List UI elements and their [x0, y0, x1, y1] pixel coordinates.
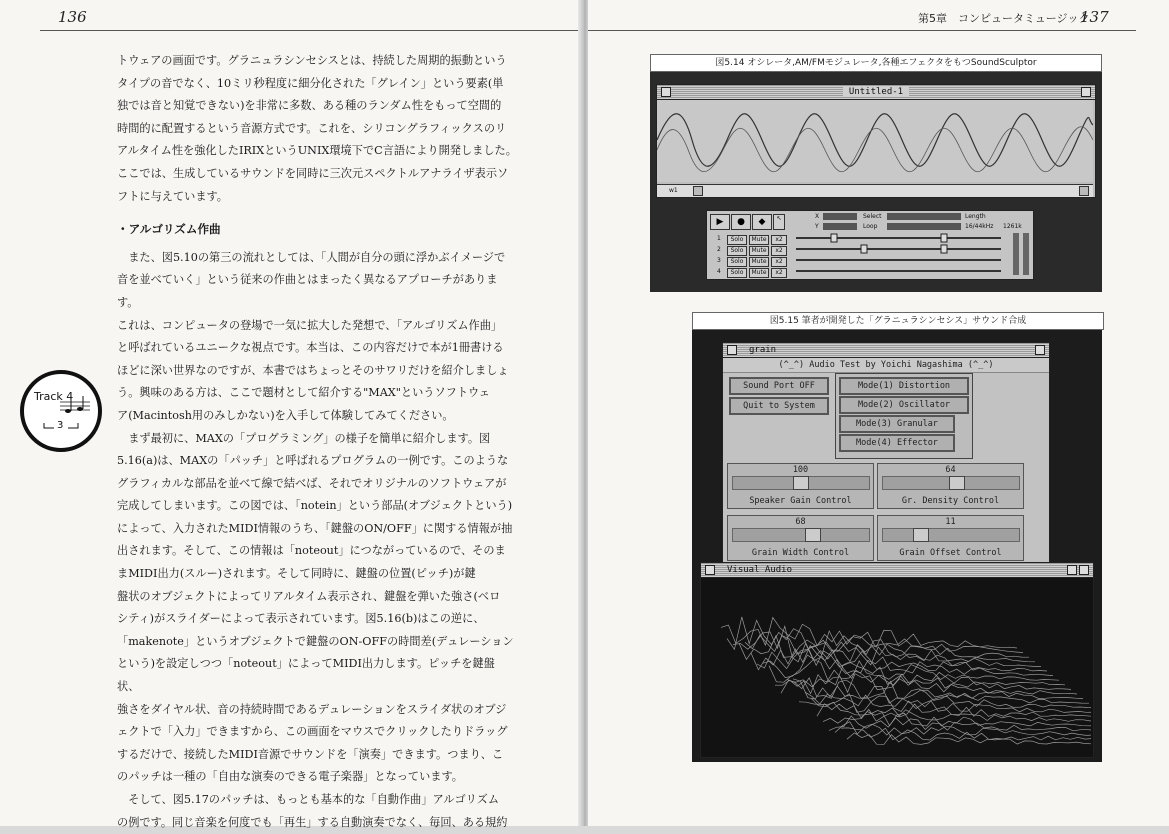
record-icon[interactable]: ●	[731, 214, 751, 230]
loop-range-field[interactable]	[887, 223, 961, 230]
text-line: アルタイム性を強化したIRIXというUNIX環境下でC言語により開発しました。	[117, 144, 517, 158]
x2-button[interactable]: x2	[771, 268, 787, 278]
banner-text: (^_^) Audio Test by Yoichi Nagashima (^_^)	[723, 358, 1049, 373]
close-box-icon[interactable]	[705, 565, 715, 575]
grain-offset-slider[interactable]	[877, 515, 1024, 561]
right-page	[588, 0, 1169, 826]
header-rule-right	[588, 30, 1136, 31]
slider-value: 100	[792, 465, 809, 475]
section-paragraph-2	[117, 428, 517, 790]
text-line: ほどに深い世界なのですが、本書ではちょっとそのサワリだけを紹介しましょ	[117, 363, 509, 377]
text-line: う。興味のある方は、ここで題材として紹介する"MAX"というソフトウェ	[117, 386, 490, 400]
text-line: シティ)がスライダーによって表示されています。図5.16(b)はこの逆に、	[117, 612, 485, 626]
slider-knob[interactable]	[793, 476, 809, 490]
figure-caption-5-14: 図5.14 オシレータ,AM/FMモジュレータ,各種エフェクタをもつSoundSculptor	[650, 54, 1102, 72]
text-line: 出されます。そして、この情報は「noteout」につながっているので、そのま	[117, 544, 506, 558]
slider-value: 11	[945, 517, 956, 527]
window-titlebar[interactable]	[723, 343, 1049, 358]
text-line: トウェアの画面です。グラニュラシンセシスとは、持続した周期的振動という	[117, 54, 507, 67]
text-line: 時間的に配置するという音源方式です。これを、シリコングラフィックスのリ	[117, 121, 507, 135]
mute-button[interactable]: Mute	[749, 257, 769, 267]
text-line: また、図5.10の第三の流れとしては、「人間が自分の頭に浮かぶイメージで	[128, 250, 506, 264]
text-line: と呼ばれているユニークな視点です。本当は、この内容だけで本が1冊書ける	[117, 341, 504, 355]
text-line: するだけで、接続したMIDI音源でサウンドを「演奏」できます。つまり、こ	[117, 747, 504, 761]
slider-value: 68	[795, 517, 806, 527]
track-number-label: 2	[717, 246, 721, 253]
running-head: 第5章 コンピュータミュージック	[918, 12, 1090, 25]
left-body-text	[117, 50, 517, 834]
speaker-gain-slider[interactable]	[727, 463, 874, 509]
text-line: ェクトで「入力」できますから、この画面をマウスでクリックしたりドラッグ	[117, 725, 508, 739]
length-label: Length	[965, 213, 986, 220]
file-size: 1261k	[1003, 223, 1022, 230]
solo-button[interactable]: Solo	[727, 268, 747, 278]
figure-5-15	[692, 330, 1102, 762]
close-box-icon[interactable]	[661, 87, 671, 97]
text-line: 5.16(a)は、MAXの「パッチ」と呼ばれるプログラムの一例です。このような	[117, 454, 509, 468]
music-note-icon	[60, 396, 90, 418]
pointer-tool-icon[interactable]: ↖	[773, 214, 785, 230]
spectrum-line	[769, 660, 1065, 685]
play-icon[interactable]: ▶	[710, 214, 730, 230]
text-line: のパッチは一種の「自由な演奏のできる電子楽器」となっています。	[117, 770, 463, 784]
slider-label: Speaker Gain Control	[749, 496, 852, 506]
visual-audio-window	[700, 562, 1094, 758]
transport-panel	[706, 210, 1034, 280]
3d-spectrum-display	[701, 578, 1091, 756]
text-line: によって、入力されたMIDI情報のうち、「鍵盤のON/OFF」に関する情報が抽	[117, 521, 513, 535]
zoom-box-icon[interactable]	[1035, 345, 1045, 355]
mode-1-distortion-button[interactable]: Mode(1) Distortion	[839, 377, 969, 395]
mode-3-granular-button[interactable]: Mode(3) Granular	[839, 415, 955, 433]
window-title: Untitled-1	[843, 87, 909, 97]
loop-icon[interactable]: ◆	[752, 214, 772, 230]
track-number-label: 1	[717, 235, 721, 242]
text-line: フトに与えています。	[117, 189, 228, 203]
text-line: ア(Macintosh用のみしかない)を入手して体験してみてください。	[117, 408, 454, 422]
grain-window	[722, 342, 1050, 574]
spectrum-line	[829, 716, 1091, 731]
window-title: Visual Audio	[727, 565, 793, 575]
text-line: これは、コンピュータの登場で一気に拡大した発想で、「アルゴリズム作曲」	[117, 318, 503, 332]
solo-button[interactable]: Solo	[727, 235, 747, 245]
horizontal-scrollbar[interactable]	[657, 184, 1093, 197]
grain-density-slider[interactable]	[877, 463, 1024, 509]
page-number-left: 136	[58, 8, 87, 26]
window-titlebar[interactable]	[657, 85, 1095, 100]
section-paragraph-3	[117, 789, 517, 834]
section-heading: ・アルゴリズム作曲	[117, 222, 221, 237]
quit-to-system-button[interactable]: Quit to System	[729, 397, 829, 415]
x-value-field[interactable]	[823, 213, 857, 220]
text-line: まMIDI出力(スルー)されます。そして同時に、鍵盤の位置(ピッチ)が鍵	[117, 567, 476, 581]
grain-width-slider[interactable]	[727, 515, 874, 561]
spectrum-line	[811, 698, 1091, 717]
x2-button[interactable]: x2	[771, 246, 787, 256]
spectrum-line	[823, 712, 1091, 727]
text-line: まず最初に、MAXの「プログラミング」の様子を簡単に紹介します。図	[128, 431, 491, 445]
spectrum-line	[763, 655, 1059, 680]
x-label: X	[815, 213, 820, 220]
collapse-box-icon[interactable]	[1079, 565, 1089, 575]
sound-port-off-button[interactable]: Sound Port OFF	[729, 377, 829, 395]
x2-button[interactable]: x2	[771, 257, 787, 267]
scroll-right-arrow-icon[interactable]	[1079, 186, 1089, 196]
track-sliders	[791, 233, 1011, 277]
page-number-right: 137	[1080, 8, 1109, 26]
text-line: タイプの音でなく、10ミリ秒程度に細分化された「グレイン」という要素(単	[117, 76, 504, 90]
waveform-display	[657, 100, 1093, 182]
mode-4-effector-button[interactable]: Mode(4) Effector	[839, 434, 955, 452]
slider-track[interactable]	[732, 528, 870, 542]
sample-rate: 16/44kHz	[965, 223, 994, 230]
soundsculptor-window	[656, 84, 1096, 198]
track-badge	[20, 370, 102, 452]
y-label: Y	[815, 223, 819, 230]
header-rule-left	[40, 30, 582, 31]
spectrum-line	[775, 670, 1071, 689]
select-range-field[interactable]	[887, 213, 961, 220]
mute-button[interactable]: Mute	[749, 235, 769, 245]
slider-knob[interactable]	[805, 528, 821, 542]
x2-button[interactable]: x2	[771, 235, 787, 245]
select-label: Select	[863, 213, 882, 220]
scroll-label: w1	[669, 187, 678, 194]
text-line: 強さをダイヤル状、音の持続時間であるデュレーションをスライダ状のオブジ	[117, 702, 507, 716]
mode-2-oscillator-button[interactable]: Mode(2) Oscillator	[839, 396, 969, 414]
figure-5-14	[650, 72, 1102, 292]
volume-fader-left[interactable]	[1013, 233, 1019, 275]
loop-label: Loop	[863, 223, 878, 230]
text-line: という)を設定しつつ「noteout」によってMIDI出力します。ピッチを鍵盤状、	[117, 657, 495, 694]
window-title: grain	[749, 345, 777, 355]
left-page	[0, 0, 582, 829]
text-line: グラフィカルな部品を並べて線で結べば、それでオリジナルのソフトウェアが	[117, 476, 507, 490]
figure-caption-5-15: 図5.15 筆者が開発した「グラニュラシンセシス」サウンド合成	[692, 312, 1104, 330]
zoom-box-icon[interactable]	[1081, 87, 1091, 97]
text-line: の例です。同じ音楽を何度でも「再生」する自動演奏でなく、毎回、ある規約	[117, 815, 508, 829]
slider-track[interactable]	[882, 528, 1020, 542]
slider-label: Grain Offset Control	[899, 548, 1002, 558]
close-box-icon[interactable]	[727, 345, 737, 355]
mute-button[interactable]: Mute	[749, 246, 769, 256]
window-titlebar[interactable]	[701, 563, 1093, 578]
mute-button[interactable]: Mute	[749, 268, 769, 278]
text-line: そして、図5.17のパッチは、もっとも基本的な「自動作曲」アルゴリズム	[128, 793, 500, 806]
text-line: 盤状のオブジェクトによってリアルタイム表示され、鍵盤を弾いた強さ(ベロ	[117, 589, 501, 603]
intro-paragraph	[117, 50, 517, 208]
solo-button[interactable]: Solo	[727, 246, 747, 256]
track-number-label: 4	[717, 268, 721, 275]
zoom-box-icon[interactable]	[1067, 565, 1077, 575]
track-label: Track 4	[34, 390, 74, 403]
text-line: ここでは、生成しているサウンドを同時に三次元スペクトルアナライザ表示ソ	[117, 166, 509, 180]
text-line: 独では音と知覚できない)を非常に多数、ある種のランダム性をもって空間的	[117, 99, 502, 113]
section-paragraph-1	[117, 247, 517, 428]
slider-label: Gr. Density Control	[901, 496, 1000, 506]
slider-knob[interactable]	[949, 476, 965, 490]
track-number-label: 3	[717, 257, 721, 264]
slider-label: Grain Width Control	[751, 548, 850, 558]
slider-knob[interactable]	[913, 528, 929, 542]
volume-fader-right[interactable]	[1023, 233, 1029, 275]
slider-value: 64	[945, 465, 956, 475]
scroll-left-arrow-icon[interactable]	[693, 186, 703, 196]
solo-button[interactable]: Solo	[727, 257, 747, 267]
y-value-field[interactable]	[823, 223, 857, 230]
track-number: 3	[57, 420, 64, 431]
text-line: 音を並べていく」という従来の作曲とはまったく異なるアプローチがあります。	[117, 273, 498, 309]
text-line: 完成してしまいます。この図では、「notein」という部品(オブジェクトという)	[117, 499, 513, 513]
text-line: 「makenote」というオブジェクトで鍵盤のON-OFFの時間差(デュレーション	[117, 634, 514, 648]
